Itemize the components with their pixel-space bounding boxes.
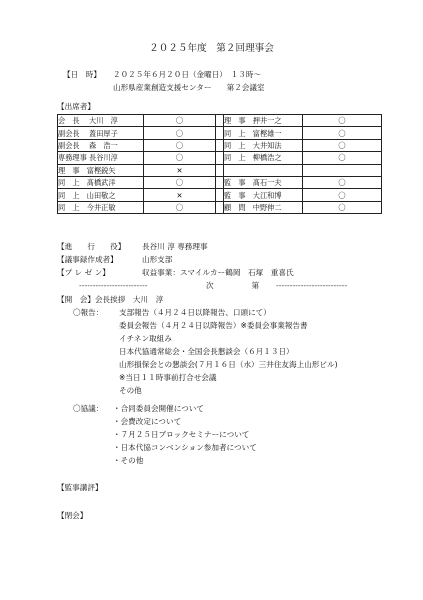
closing-label: 【閉会】 (57, 511, 88, 520)
attendance-mark: 〇 (303, 127, 382, 139)
reports-label: 〇報告： (73, 308, 104, 317)
discussion-item: ・その他 (113, 456, 144, 465)
minutes-label: 【議事録作成者】 (57, 255, 118, 264)
spacer-cell (216, 189, 224, 201)
chair-label: 【進 行 役】 (57, 242, 126, 251)
auditor-review-label: 【監事講評】 (57, 483, 103, 492)
report-item: 支部報告（４月２４日以降報告、口頭にて） (119, 308, 271, 317)
attendance-mark: 〇 (144, 139, 216, 151)
report-item: イチネン取組み (119, 334, 172, 343)
attendee-name (224, 164, 303, 176)
presenter-label: 【プ レ ゼ ン】 (57, 268, 110, 277)
attendee-name: 理 事 富樫鋭矢 (58, 164, 144, 176)
minutes-value: 山形支部 (142, 255, 173, 264)
spacer-cell (216, 176, 224, 188)
attendee-name: 副会長 森 浩一 (58, 139, 144, 151)
spacer-cell (216, 164, 224, 176)
attendance-row (58, 115, 382, 127)
attendance-mark: 〇 (144, 176, 216, 188)
attendance-mark: 〇 (303, 176, 382, 188)
attendance-row (58, 176, 382, 188)
attendance-mark: 〇 (144, 201, 216, 213)
discussion-item: ・会費改定について (113, 417, 182, 426)
spacer-cell (216, 139, 224, 151)
attendee-name: 同 上 今井正敏 (58, 201, 144, 213)
attendee-name: 同 上 髙橋武洋 (58, 176, 144, 188)
report-item: 山形損保会との懇談会(７月１６日（水）三井住友海上山形ビル) (119, 360, 338, 369)
attendance-mark: ✕ (144, 189, 216, 201)
attendee-name: 会 長 大川 淳 (58, 115, 144, 127)
attendance-table (57, 114, 382, 214)
spacer-cell (216, 127, 224, 139)
place-value: 山形県産業創造支援センター 第２会議室 (113, 83, 265, 92)
attendee-name: 同 上 大井知法 (224, 139, 303, 151)
attendance-row (58, 127, 382, 139)
attendee-name: 理 事 押井一之 (224, 115, 303, 127)
opening-greeting: 【開 会】会長挨拶 大川 淳 (57, 295, 164, 304)
attendance-mark: 〇 (303, 189, 382, 201)
discussion-label: 〇協議： (73, 404, 104, 413)
attendee-name: 同 上 山田敬之 (58, 189, 144, 201)
spacer-cell (216, 115, 224, 127)
attendance-mark: 〇 (144, 127, 216, 139)
attendance-mark (303, 164, 382, 176)
attendance-mark: ✕ (144, 164, 216, 176)
chair-value: 長谷川 淳 専務理事 (142, 242, 208, 251)
attendees-label: 【出席者】 (57, 102, 95, 111)
attendee-name: 監 事 大江和博 (224, 189, 303, 201)
presenter-value: 収益事業：スマイルカー鶴岡 石塚 重喜氏 (142, 268, 294, 277)
attendance-row (58, 139, 382, 151)
spacer-cell (216, 152, 224, 164)
attendance-row (58, 152, 382, 164)
attendance-mark: 〇 (303, 152, 382, 164)
attendee-name: 同 上 柳橋浩之 (224, 152, 303, 164)
attendee-name: 副会長 蓋田厚子 (58, 127, 144, 139)
discussion-item: ・合同委員会開催について (113, 404, 204, 413)
attendee-name: 同 上 富樫雄一 (224, 127, 303, 139)
divider-right: -------------------------- (276, 281, 348, 290)
attendee-name: 専務理事 長谷川淳 (58, 152, 144, 164)
report-item: 委員会報告（４月２４日以降報告）※委員会事業報告書 (119, 321, 308, 330)
attendance-mark: 〇 (303, 201, 382, 213)
report-item: 日本代協通常総会・全国会長懇談会（６月１３日） (119, 347, 294, 356)
attendance-mark: 〇 (144, 152, 216, 164)
report-item: ※当日１１時事前打合せ会議 (119, 373, 217, 382)
attendance-row (58, 201, 382, 213)
discussion-item: ・７月２５日ブロックセミナーについて (113, 430, 250, 439)
attendance-row (58, 189, 382, 201)
attendance-mark: 〇 (144, 115, 216, 127)
attendance-mark: 〇 (303, 115, 382, 127)
spacer-cell (216, 201, 224, 213)
divider-left: ------------------------- (79, 281, 148, 290)
discussion-item: ・日本代協コンベンション参加者について (113, 443, 257, 452)
report-item: その他 (119, 386, 142, 395)
attendee-name: 監 事 髙石一夫 (224, 176, 303, 188)
attendance-mark: 〇 (303, 139, 382, 151)
attendee-name: 顧 問 中野伸二 (224, 201, 303, 213)
document-title: ２０２５年度 第２回理事会 (149, 43, 274, 54)
agenda-heading: 次 第 (206, 281, 260, 290)
date-label: 【日 時】 (63, 70, 101, 79)
attendance-row (58, 164, 382, 176)
date-value: ２０２５年６月２０日（金曜日） １３時～ (113, 70, 262, 79)
